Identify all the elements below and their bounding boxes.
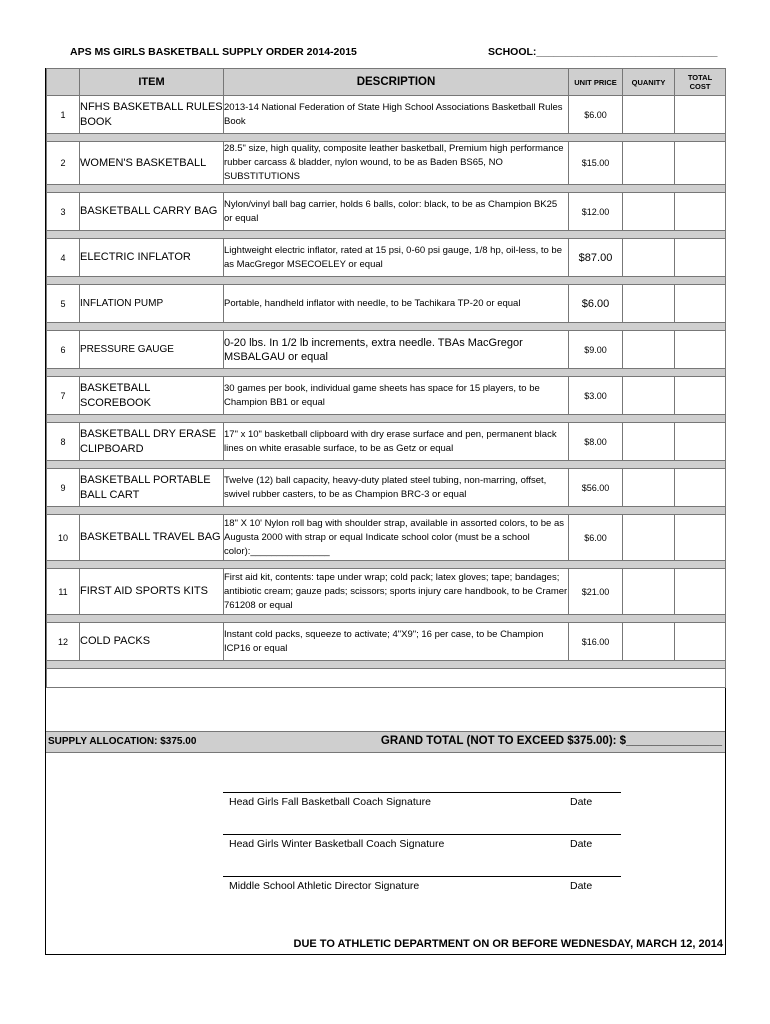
form-title: APS MS GIRLS BASKETBALL SUPPLY ORDER 2014-2015 <box>70 46 357 58</box>
row-spacer <box>47 369 726 377</box>
total-cost-cell[interactable] <box>675 96 726 134</box>
row-number: 8 <box>47 423 80 461</box>
spacer-cell <box>47 415 726 423</box>
spacer-cell <box>47 323 726 331</box>
unit-price: $15.00 <box>569 142 623 185</box>
quantity-cell[interactable] <box>623 515 675 561</box>
table-row <box>47 515 726 561</box>
unit-price: $6.00 <box>569 285 623 323</box>
total-cost-cell[interactable] <box>675 239 726 277</box>
item-description: First aid kit, contents: tape under wrap; cold pack; latex gloves; tape; bandages; antibiotic cream; gauze pads; scissors; sports injury care handbook, to be Cramer 761208 or equal <box>224 569 569 615</box>
school-field[interactable]: SCHOOL:_______________________________ <box>488 46 718 58</box>
table-row <box>47 331 726 369</box>
row-number: 3 <box>47 193 80 231</box>
spacer-cell <box>47 561 726 569</box>
total-cost-cell[interactable] <box>675 193 726 231</box>
signature-line[interactable] <box>223 792 621 793</box>
table-header-row <box>47 69 726 96</box>
blank-row <box>47 669 726 688</box>
item-name: WOMEN'S BASKETBALL <box>80 142 224 185</box>
signature-date-label: Date <box>570 838 593 850</box>
quantity-cell[interactable] <box>623 423 675 461</box>
due-date-notice: DUE TO ATHLETIC DEPARTMENT ON OR BEFORE WEDNESDAY, MARCH 12, 2014 <box>293 938 723 950</box>
item-name: BASKETBALL TRAVEL BAG <box>80 515 224 561</box>
header-total-line2: COST <box>689 82 711 91</box>
row-spacer <box>47 323 726 331</box>
header-description: DESCRIPTION <box>224 69 569 96</box>
supply-allocation: SUPPLY ALLOCATION: $375.00 <box>48 736 197 747</box>
header-total-cost <box>675 69 726 96</box>
row-number: 2 <box>47 142 80 185</box>
supply-table <box>46 68 726 688</box>
item-description: 17" x 10" basketball clipboard with dry erase surface and pen, permanent black lines on white erasable surface, to be as Getz or equal <box>224 423 569 461</box>
quantity-cell[interactable] <box>623 193 675 231</box>
signature-date-label: Date <box>570 880 593 892</box>
unit-price: $21.00 <box>569 569 623 615</box>
item-name: BASKETBALL SCOREBOOK <box>80 377 224 415</box>
total-cost-cell[interactable] <box>675 142 726 185</box>
page-header <box>70 46 718 62</box>
row-spacer <box>47 415 726 423</box>
unit-price: $12.00 <box>569 193 623 231</box>
header-quantity: QUANITY <box>623 69 675 96</box>
item-name: BASKETBALL PORTABLE BALL CART <box>80 469 224 507</box>
item-description: 0-20 lbs. In 1/2 lb increments, extra needle. TBAs MacGregor MSBALGAU or equal <box>224 331 569 369</box>
table-row <box>47 423 726 461</box>
item-description: Portable, handheld inflator with needle, to be Tachikara TP-20 or equal <box>224 285 569 323</box>
total-cost-cell[interactable] <box>675 569 726 615</box>
spacer-cell <box>47 134 726 142</box>
item-name: COLD PACKS <box>80 623 224 661</box>
quantity-cell[interactable] <box>623 239 675 277</box>
item-name: FIRST AID SPORTS KITS <box>80 569 224 615</box>
spacer-cell <box>47 185 726 193</box>
table-row <box>47 569 726 615</box>
row-spacer <box>47 507 726 515</box>
signature-label: Head Girls Fall Basketball Coach Signature <box>229 796 431 808</box>
item-description: Nylon/vinyl ball bag carrier, holds 6 balls, color: black, to be as Champion BK25 or equal <box>224 193 569 231</box>
item-name: ELECTRIC INFLATOR <box>80 239 224 277</box>
quantity-cell[interactable] <box>623 469 675 507</box>
blank-cell <box>47 669 726 688</box>
spacer-cell <box>47 615 726 623</box>
header-total-line1: TOTAL <box>687 73 713 82</box>
total-cost-cell[interactable] <box>675 515 726 561</box>
table-row <box>47 377 726 415</box>
row-number: 9 <box>47 469 80 507</box>
row-spacer <box>47 661 726 669</box>
unit-price: $16.00 <box>569 623 623 661</box>
spacer-cell <box>47 231 726 239</box>
signature-label: Middle School Athletic Director Signature <box>229 880 420 892</box>
table-row <box>47 142 726 185</box>
spacer-cell <box>47 277 726 285</box>
item-name: BASKETBALL DRY ERASE CLIPBOARD <box>80 423 224 461</box>
quantity-cell[interactable] <box>623 377 675 415</box>
row-spacer <box>47 134 726 142</box>
table-row <box>47 469 726 507</box>
row-number: 11 <box>47 569 80 615</box>
quantity-cell[interactable] <box>623 285 675 323</box>
summary-bar <box>46 731 725 753</box>
header-num <box>47 69 80 96</box>
signature-line[interactable] <box>223 834 621 835</box>
row-number: 10 <box>47 515 80 561</box>
spacer-cell <box>47 461 726 469</box>
spacer-cell <box>47 661 726 669</box>
total-cost-cell[interactable] <box>675 423 726 461</box>
quantity-cell[interactable] <box>623 96 675 134</box>
total-cost-cell[interactable] <box>675 285 726 323</box>
row-spacer <box>47 461 726 469</box>
item-description: Lightweight electric inflator, rated at 15 psi, 0-60 psi gauge, 1/8 hp, oil-less, to be as MacGregor MSECOELEY or equal <box>224 239 569 277</box>
table-row <box>47 285 726 323</box>
table-row <box>47 239 726 277</box>
item-description: 18" X 10' Nylon roll bag with shoulder strap, available in assorted colors, to be as Augusta 2000 with strap or equal Indicate school color (must be a school color):_______________ <box>224 515 569 561</box>
signature-line[interactable] <box>223 876 621 877</box>
grand-total-field[interactable]: GRAND TOTAL (NOT TO EXCEED $375.00): $_______________ <box>380 735 722 747</box>
item-name: PRESSURE GAUGE <box>80 331 224 369</box>
row-number: 4 <box>47 239 80 277</box>
total-cost-cell[interactable] <box>675 377 726 415</box>
quantity-cell[interactable] <box>623 569 675 615</box>
quantity-cell[interactable] <box>623 331 675 369</box>
table-row <box>47 193 726 231</box>
spacer-cell <box>47 507 726 515</box>
row-number: 5 <box>47 285 80 323</box>
order-sheet <box>45 68 726 955</box>
row-number: 7 <box>47 377 80 415</box>
unit-price: $6.00 <box>569 515 623 561</box>
total-cost-cell[interactable] <box>675 623 726 661</box>
item-description: 28.5" size, high quality, composite leather basketball, Premium high performance rubber carcass & bladder, nylon wound, to be as Baden BS65, NO SUBSTITUTIONS <box>224 142 569 185</box>
signature-label: Head Girls Winter Basketball Coach Signature <box>229 838 445 850</box>
spacer-cell <box>47 369 726 377</box>
item-name: INFLATION PUMP <box>80 285 224 323</box>
unit-price: $8.00 <box>569 423 623 461</box>
header-item: ITEM <box>80 69 224 96</box>
row-spacer <box>47 231 726 239</box>
header-unit-price: UNIT PRICE <box>569 69 623 96</box>
unit-price: $87.00 <box>569 239 623 277</box>
item-name: BASKETBALL CARRY BAG <box>80 193 224 231</box>
row-number: 12 <box>47 623 80 661</box>
item-description: Instant cold packs, squeeze to activate; 4"X9"; 16 per case, to be Champion ICP16 or equal <box>224 623 569 661</box>
row-spacer <box>47 185 726 193</box>
table-row <box>47 96 726 134</box>
unit-price: $6.00 <box>569 96 623 134</box>
item-description: Twelve (12) ball capacity, heavy-duty plated steel tubing, non-marring, offset, swivel rubber casters, to be as Champion BRC-3 or equal <box>224 469 569 507</box>
item-description: 30 games per book, individual game sheets has space for 15 players, to be Champion BB1 or equal <box>224 377 569 415</box>
unit-price: $9.00 <box>569 331 623 369</box>
row-number: 6 <box>47 331 80 369</box>
item-description: 2013-14 National Federation of State High School Associations Basketball Rules Book <box>224 96 569 134</box>
total-cost-cell[interactable] <box>675 331 726 369</box>
item-name: NFHS BASKETBALL RULES BOOK <box>80 96 224 134</box>
row-spacer <box>47 615 726 623</box>
signature-date-label: Date <box>570 796 593 808</box>
quantity-cell[interactable] <box>623 142 675 185</box>
row-spacer <box>47 277 726 285</box>
unit-price: $56.00 <box>569 469 623 507</box>
row-number: 1 <box>47 96 80 134</box>
quantity-cell[interactable] <box>623 623 675 661</box>
table-row <box>47 623 726 661</box>
row-spacer <box>47 561 726 569</box>
total-cost-cell[interactable] <box>675 469 726 507</box>
unit-price: $3.00 <box>569 377 623 415</box>
